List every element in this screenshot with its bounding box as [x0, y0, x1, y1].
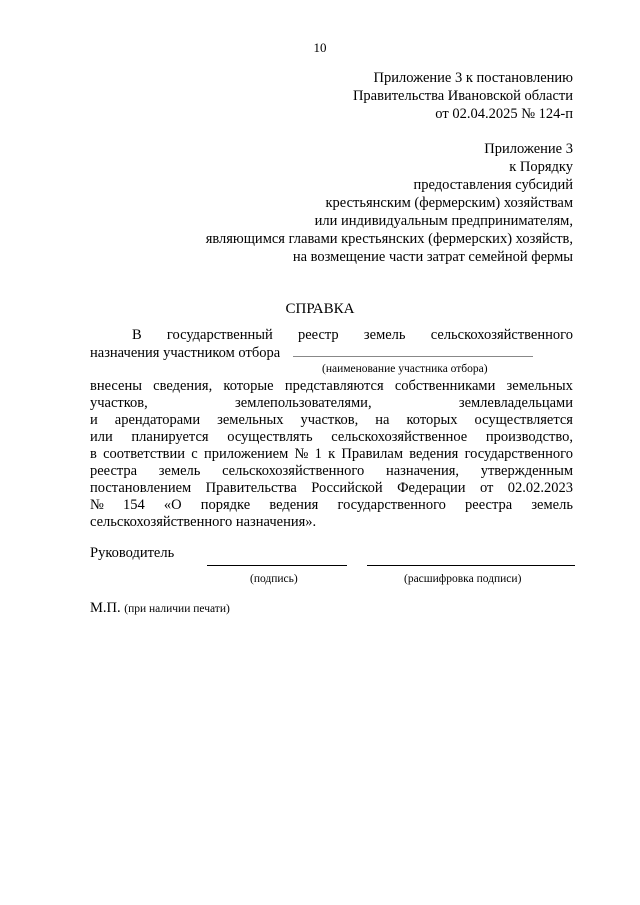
signature-transcript-hint: (расшифровка подписи) — [404, 573, 522, 585]
body-word: которые — [223, 378, 274, 394]
body-word: утвержденным — [480, 463, 573, 479]
body-word: которых — [406, 412, 458, 428]
leader-label: Руководитель — [90, 545, 175, 561]
appendix-order-line: предоставления субсидий — [413, 177, 573, 193]
body-word: земель — [531, 497, 573, 513]
body-word: земельных — [217, 412, 284, 428]
body-word: № — [294, 446, 309, 462]
body-word: реестра — [90, 463, 138, 479]
appendix-order-line: к Порядку — [509, 159, 573, 175]
body-word: ведения — [269, 497, 319, 513]
body-word: 02.02.2023 — [507, 480, 573, 496]
body-line — [132, 327, 573, 344]
body-word: внесены — [90, 378, 142, 394]
body-word: на — [375, 412, 390, 428]
body-word: планируется — [131, 429, 209, 445]
stamp-place — [90, 600, 230, 618]
body-word: Российской — [311, 480, 383, 496]
body-word: приложением — [203, 446, 289, 462]
body-word: собственниками — [394, 378, 496, 394]
body-word: ведения — [409, 446, 459, 462]
participant-hint: (наименование участника отбора) — [322, 363, 488, 375]
body-word: государственного — [337, 497, 446, 513]
body-word: № — [90, 497, 104, 513]
body-word: 154 — [122, 497, 145, 513]
body-word: участков, — [90, 395, 148, 411]
body-line-last: сельскохозяйственного назначения». — [90, 514, 317, 530]
body-word: сельскохозяйственного — [430, 327, 573, 343]
body-word: с — [191, 446, 198, 462]
body-word: сельскохозяйственное — [331, 429, 468, 445]
body-word: участков, — [300, 412, 359, 428]
body-word: осуществляется — [474, 412, 573, 428]
signature-field[interactable] — [207, 565, 347, 566]
document-title: СПРАВКА — [285, 301, 355, 317]
body-word: и — [90, 412, 98, 428]
appendix-order-header — [206, 140, 573, 266]
body-word: к — [328, 446, 336, 462]
body-word: в — [90, 446, 97, 462]
participant-label: назначения участником отбора — [90, 345, 281, 361]
appendix-order-line: или индивидуальным предпринимателям, — [314, 213, 573, 229]
body-word: или — [90, 429, 113, 445]
body-line — [90, 378, 573, 395]
appendix-decree-line: Правительства Ивановской области — [352, 88, 573, 104]
body-line — [90, 395, 573, 412]
body-line — [90, 446, 573, 463]
stamp-note: (при наличии печати) — [124, 603, 230, 615]
body-word: землепользователями, — [235, 395, 372, 411]
appendix-order-line: Приложение 3 — [484, 141, 573, 157]
body-word: Федерации — [397, 480, 466, 496]
appendix-decree-line: от 02.04.2025 № 124-п — [435, 106, 573, 122]
body-word: порядке — [200, 497, 251, 513]
body-word: Правилам — [341, 446, 404, 462]
body-word: сельскохозяйственного — [222, 463, 365, 479]
body-line — [90, 429, 573, 446]
body-word: назначения, — [385, 463, 460, 479]
signature-transcript-field[interactable] — [367, 565, 575, 566]
body-word: государственный — [166, 327, 273, 343]
body-word: сведения, — [153, 378, 213, 394]
appendix-order-line: крестьянским (фермерским) хозяйствам — [325, 195, 573, 211]
participant-name-field[interactable] — [293, 356, 533, 357]
body-word: государственного — [464, 446, 573, 462]
appendix-decree-header — [353, 69, 573, 123]
body-word: производство, — [485, 429, 573, 445]
body-word: земель — [158, 463, 201, 479]
body-word: 1 — [314, 446, 322, 462]
body-word: «О — [163, 497, 182, 513]
body-word: Правительства — [205, 480, 297, 496]
signature-hint: (подпись) — [250, 573, 298, 585]
body-word: арендаторами — [114, 412, 201, 428]
body-line — [90, 497, 573, 514]
page-number: 10 — [313, 40, 327, 55]
body-word: осуществлять — [227, 429, 313, 445]
body-word: реестра — [465, 497, 513, 513]
body-word: соответствии — [103, 446, 186, 462]
body-word: земель — [363, 327, 406, 343]
body-word: реестр — [297, 327, 339, 343]
body-word: В — [132, 327, 142, 343]
body-word: представляются — [284, 378, 384, 394]
appendix-order-line: являющимся главами крестьянских (фермерских) хозяйств, — [205, 231, 573, 247]
body-line — [90, 480, 573, 497]
body-word: земельных — [506, 378, 573, 394]
appendix-decree-line: Приложение 3 к постановлению — [373, 70, 573, 86]
body-word: землевладельцами — [458, 395, 573, 411]
body-word: постановлением — [90, 480, 192, 496]
body-line — [90, 463, 573, 480]
stamp-label: М.П. — [90, 600, 121, 616]
body-line — [90, 412, 573, 429]
appendix-order-line: на возмещение части затрат семейной фермы — [292, 249, 573, 265]
body-word: от — [479, 480, 494, 496]
